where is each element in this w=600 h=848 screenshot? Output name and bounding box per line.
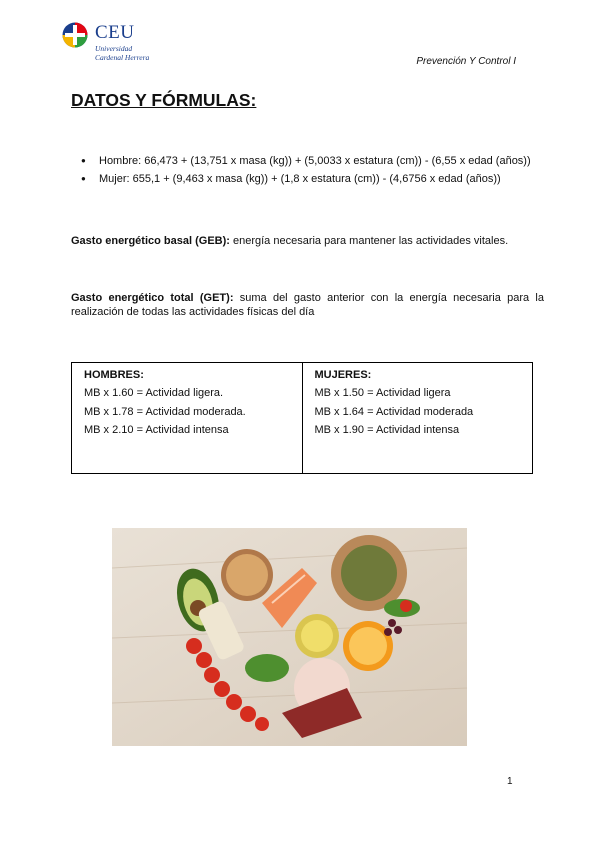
ceu-emblem-icon <box>62 22 88 48</box>
hombres-header: HOMBRES: <box>84 369 144 381</box>
formula-list <box>71 153 572 189</box>
get-definition: suma del gasto anterior con la energía necesaria para la realización de todas las actividades físicas del día <box>71 292 544 318</box>
geb-paragraph <box>71 234 544 248</box>
mujeres-row: MB x 1.64 = Actividad moderada <box>314 405 474 418</box>
university-logo <box>62 20 172 62</box>
geb-term: Gasto energético basal (GEB): <box>71 235 230 247</box>
formula-mujer: ● Mujer: 655,1 + (9,463 x masa (kg)) + (1,8 x estatura (cm)) - (4,6756 x edad (años)) <box>99 171 572 187</box>
hombres-row: MB x 1.78 = Actividad moderada. <box>84 405 246 418</box>
mujeres-cell <box>302 363 533 474</box>
geb-definition: energía necesaria para mantener las actividades vitales. <box>229 235 509 247</box>
page-number: 1 <box>507 776 513 787</box>
activity-factor-table <box>71 362 533 474</box>
formula-hombre: ● Hombre: 66,473 + (13,751 x masa (kg)) + (5,0033 x estatura (cm)) - (6,55 x edad (años)) <box>99 153 572 169</box>
get-paragraph <box>71 291 544 319</box>
hombres-row: MB x 2.10 = Actividad intensa <box>84 424 229 436</box>
mujeres-header: MUJERES: <box>314 369 372 381</box>
logo-text: CEU <box>95 22 135 43</box>
mujeres-row: MB x 1.50 = Actividad ligera <box>314 387 451 399</box>
hombres-cell <box>72 363 303 474</box>
hombres-row: MB x 1.60 = Actividad ligera. <box>84 387 224 399</box>
healthy-food-photo <box>112 528 467 746</box>
logo-subtitle: Universidad Cardenal Herrera <box>95 44 150 62</box>
page-title: DATOS Y FÓRMULAS: <box>71 90 257 110</box>
mujeres-row: MB x 1.90 = Actividad intensa <box>314 424 460 436</box>
running-header: Prevención Y Control I <box>416 56 516 67</box>
get-term: Gasto energético total (GET): <box>71 292 234 304</box>
